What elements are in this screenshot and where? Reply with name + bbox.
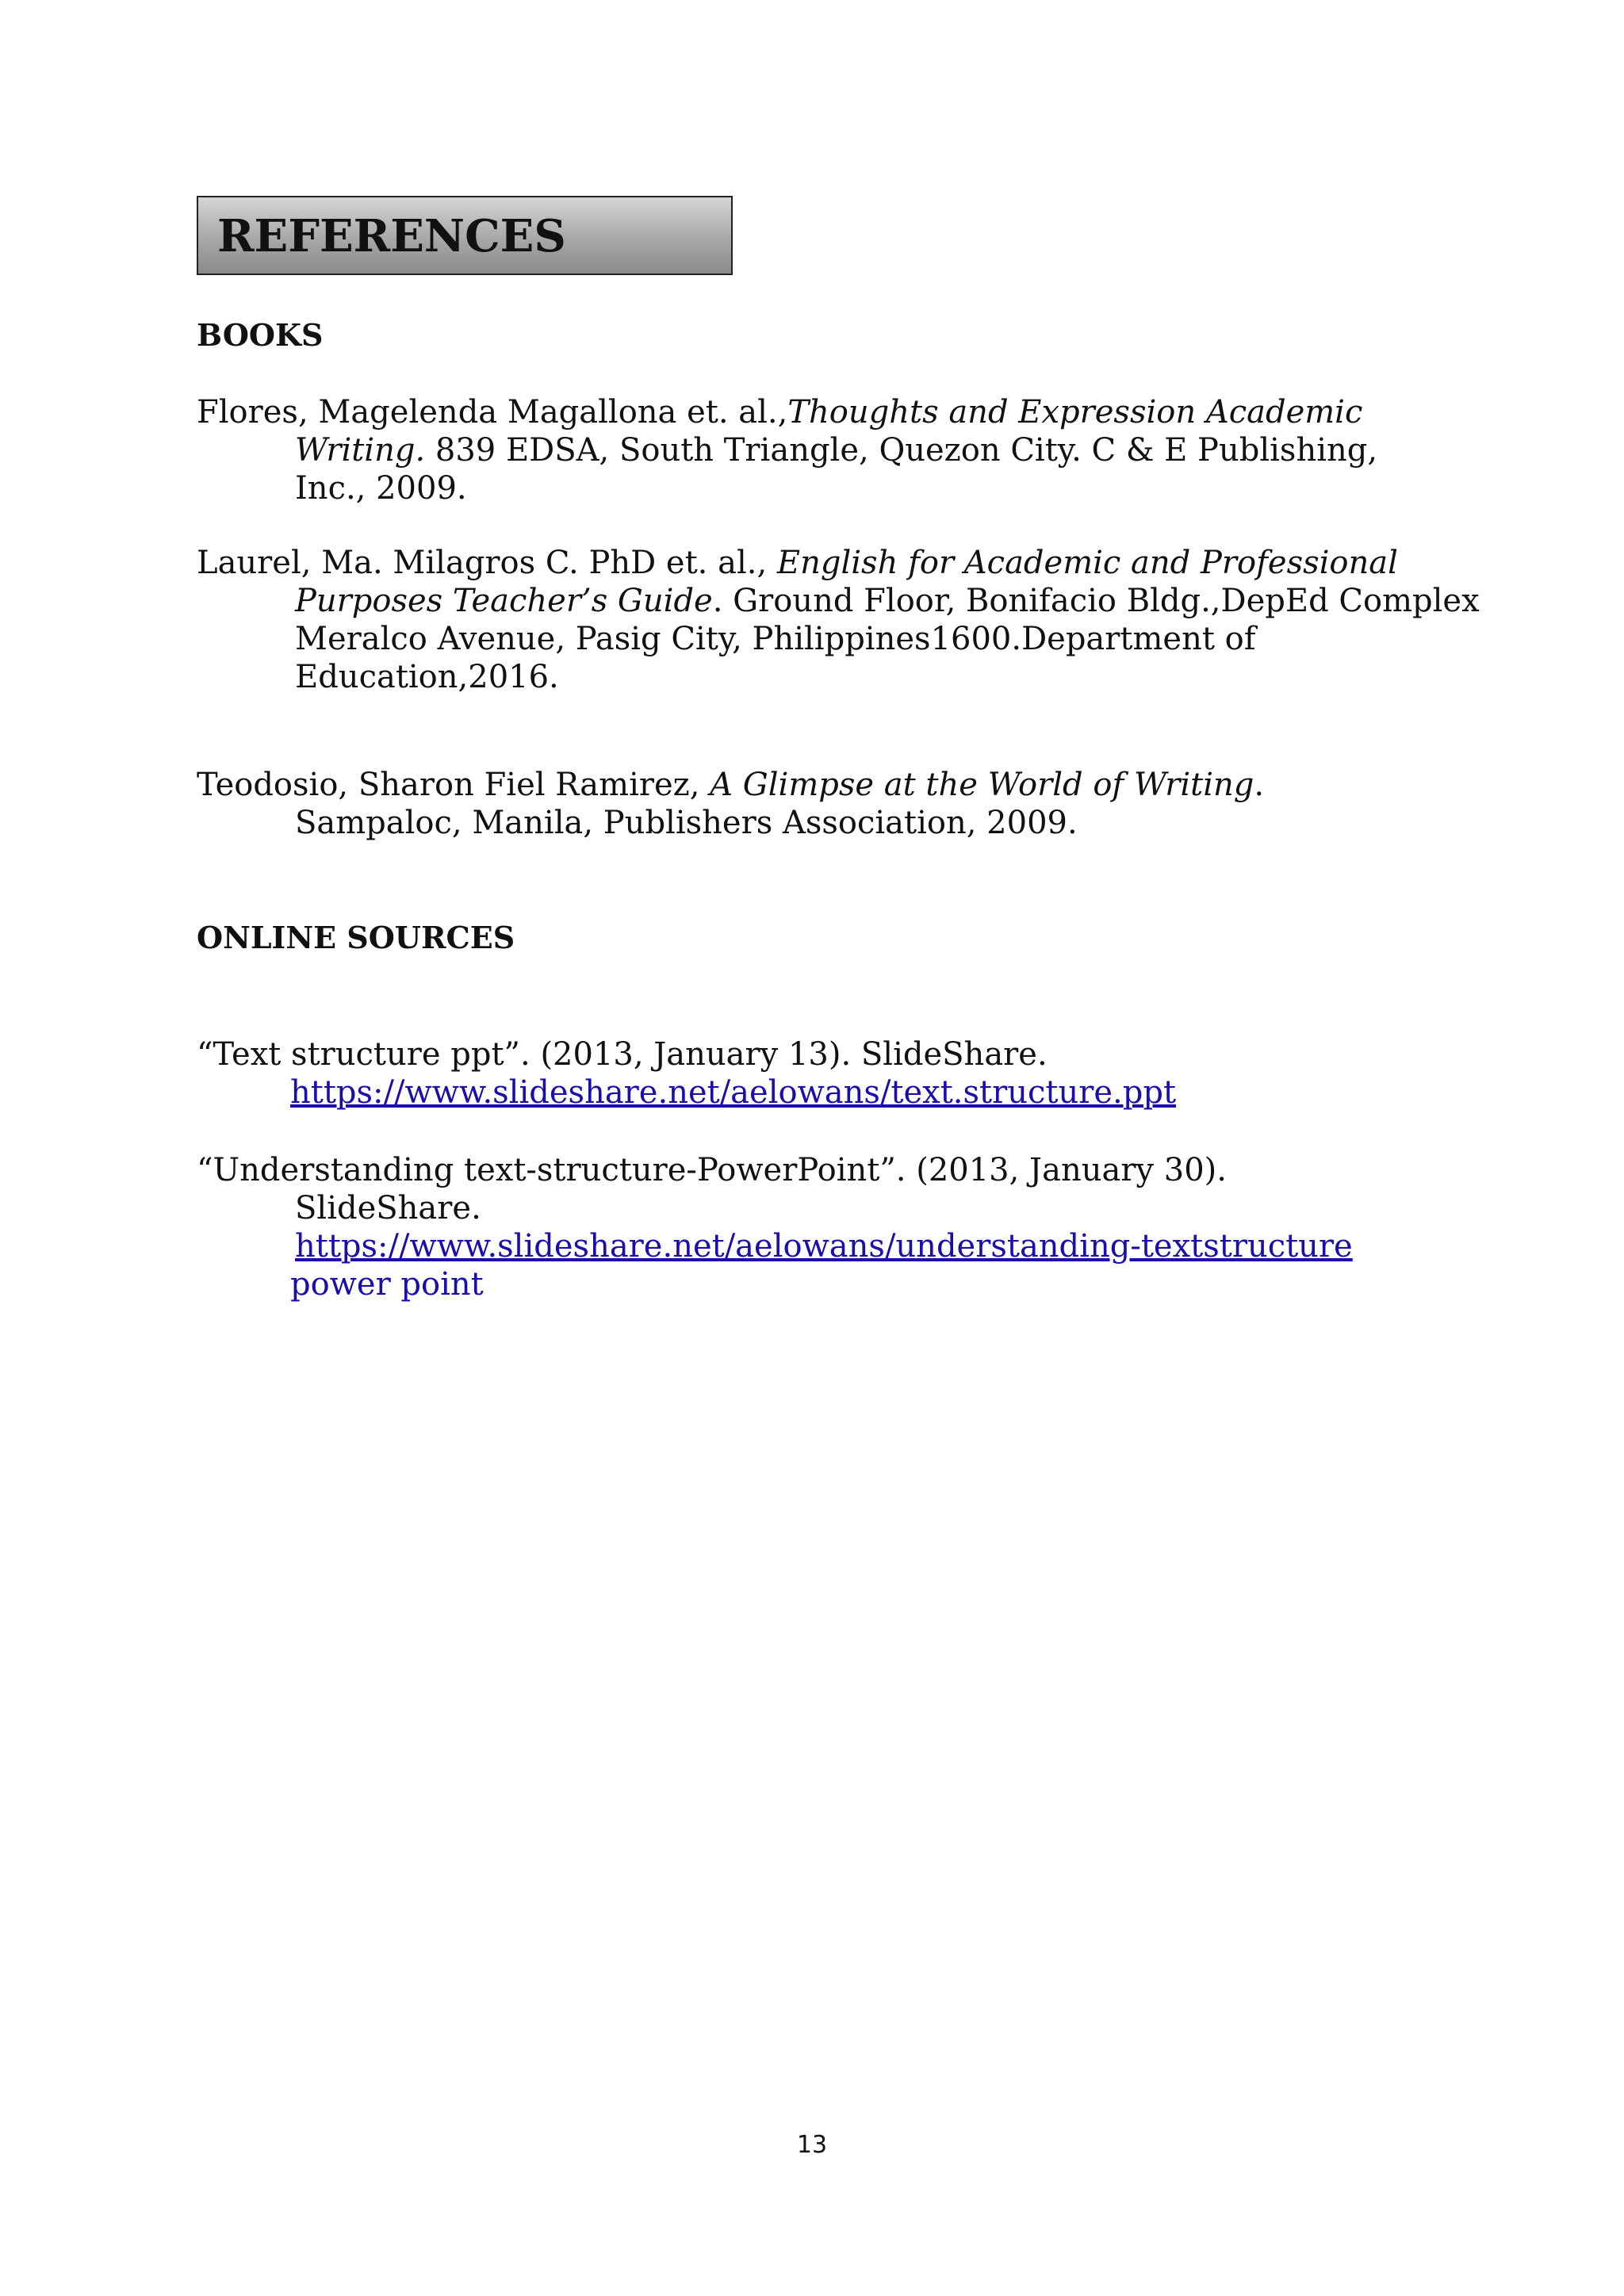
teodosio-publisher: Sampaloc, Manila, Publishers Association, 2009. bbox=[295, 805, 1078, 841]
flores-year: Inc., 2009. bbox=[295, 470, 467, 507]
flores-title-a: Thoughts and Expression Academic bbox=[787, 394, 1363, 430]
flores-author: Flores, Magelenda Magallona et. al., bbox=[197, 394, 788, 430]
reference-teodosio bbox=[197, 766, 1264, 842]
teodosio-author: Teodosio, Sharon Fiel Ramirez, bbox=[197, 767, 710, 803]
teodosio-period: . bbox=[1254, 767, 1265, 803]
text-structure-link[interactable]: https://www.slideshare.net/aelowans/text.structure.ppt bbox=[290, 1074, 1177, 1111]
references-heading-box bbox=[197, 196, 733, 275]
online-sources-section-title: ONLINE SOURCES bbox=[197, 920, 515, 955]
laurel-address-cont: Meralco Avenue, Pasig City, Philippines1600.Department of bbox=[295, 621, 1256, 657]
flores-title-b: Writing. bbox=[295, 432, 426, 469]
reference-understanding bbox=[197, 1151, 1353, 1303]
reference-flores bbox=[197, 393, 1377, 507]
flores-publisher: 839 EDSA, South Triangle, Quezon City. C & E Publishing, bbox=[425, 432, 1378, 469]
understanding-source: SlideShare. bbox=[295, 1190, 481, 1226]
laurel-author: Laurel, Ma. Milagros C. PhD et. al., bbox=[197, 545, 777, 581]
understanding-link[interactable]: https://www.slideshare.net/aelowans/understanding-textstructure bbox=[295, 1228, 1353, 1265]
laurel-address: . Ground Floor, Bonifacio Bldg.,DepEd Complex bbox=[712, 583, 1480, 619]
books-section-title: BOOKS bbox=[197, 317, 324, 353]
understanding-link-cont[interactable]: power point bbox=[290, 1266, 484, 1303]
laurel-year: Education,2016. bbox=[295, 659, 559, 695]
laurel-title-b: Purposes Teacher’s Guide bbox=[295, 583, 713, 619]
understanding-citation: “Understanding text-structure-PowerPoint”. (2013, January 30). bbox=[197, 1152, 1227, 1188]
references-heading: REFERENCES bbox=[217, 210, 566, 262]
reference-text-structure bbox=[197, 1035, 1176, 1112]
laurel-title-a: English for Academic and Professional bbox=[776, 545, 1398, 581]
teodosio-title: A Glimpse at the World of Writing bbox=[710, 767, 1254, 803]
text-structure-citation: “Text structure ppt”. (2013, January 13). SlideShare. bbox=[197, 1036, 1048, 1073]
page-number: 13 bbox=[796, 2131, 828, 2159]
reference-laurel bbox=[197, 544, 1480, 696]
